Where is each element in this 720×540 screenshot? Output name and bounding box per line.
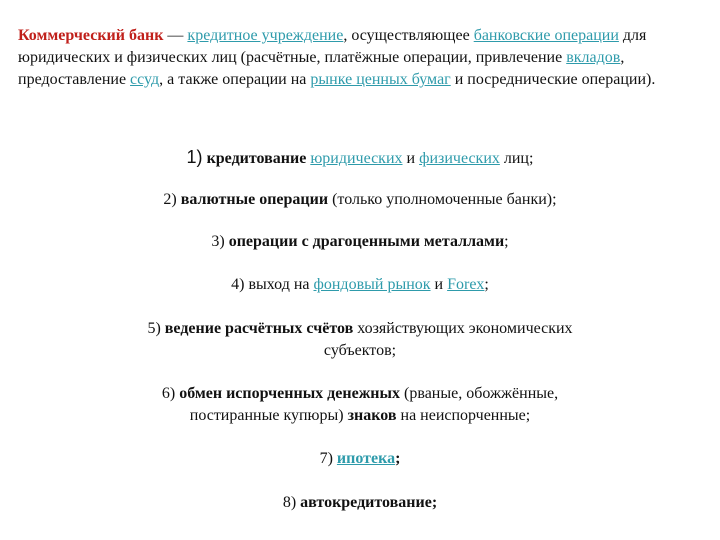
item-5-tail: хозяйствующих экономических субъектов; <box>323 320 573 359</box>
link-stock-market[interactable]: фондовый рынок <box>313 276 431 293</box>
intro-paragraph <box>18 25 706 91</box>
link-mortgage[interactable]: ипотека <box>336 450 396 467</box>
intro-text-4: , а также операции на <box>159 71 311 88</box>
list-item-4 <box>60 274 660 296</box>
link-credit-institution[interactable]: кредитное учреждение <box>187 27 344 44</box>
item-1-bold: кредитование <box>206 150 307 167</box>
item-6-bold: обмен испорченных денежных <box>179 385 401 402</box>
item-4-mid: и <box>430 276 448 293</box>
item-4-number: 4) <box>231 276 245 293</box>
link-bank-operations[interactable]: банковские операции <box>473 27 619 44</box>
item-6-bold-2: знаков <box>347 407 397 424</box>
item-6-number: 6) <box>161 385 176 402</box>
list-item-3 <box>60 231 660 253</box>
item-6-tail-2: на неиспорченные; <box>396 407 531 424</box>
item-7-number: 7) <box>319 450 333 467</box>
item-2-number: 2) <box>163 191 177 208</box>
item-3-number: 3) <box>211 233 225 250</box>
intro-text-3: , предоставление <box>18 49 625 88</box>
item-8-number: 8) <box>282 494 297 511</box>
intro-dash: — <box>163 27 188 44</box>
link-securities-market[interactable]: рынке ценных бумаг <box>310 71 451 88</box>
item-6-tail: (рваные, обожжённые, постиранные купюры) <box>189 385 559 424</box>
item-1-tail: лиц; <box>499 150 534 167</box>
list-item-1 <box>60 146 660 170</box>
link-individuals[interactable]: физических <box>419 150 500 167</box>
list-item-8 <box>60 492 660 514</box>
link-deposits[interactable]: вкладов <box>566 49 621 66</box>
list-item-2 <box>60 189 660 211</box>
intro-text-1: , осуществляющее <box>343 27 474 44</box>
item-1-mid: и <box>402 150 420 167</box>
item-8-bold: автокредитование <box>300 494 432 511</box>
item-4-text: выход на <box>244 276 314 293</box>
list-item-7 <box>60 448 660 470</box>
item-5-bold: ведение расчётных счётов <box>164 320 354 337</box>
item-8-tail: ; <box>431 494 438 511</box>
link-loans[interactable]: ссуд <box>130 71 160 88</box>
item-3-tail: ; <box>504 233 509 250</box>
link-legal-entities[interactable]: юридических <box>310 150 403 167</box>
item-3-bold: операции с драгоценными металлами <box>228 233 505 250</box>
intro-text-5: и посреднические операции). <box>450 71 656 88</box>
item-5-number: 5) <box>147 320 161 337</box>
item-2-tail: (только уполномоченные банки); <box>328 191 557 208</box>
list-item-6 <box>120 383 600 427</box>
link-forex[interactable]: Forex <box>447 276 485 293</box>
list-item-5 <box>110 318 610 362</box>
intro-text-2: для юридических и физических лиц (расчётные, платёжные операции, привлечение <box>18 27 647 66</box>
item-7-tail: ; <box>395 450 401 467</box>
item-2-bold: валютные операции <box>180 191 329 208</box>
item-4-tail: ; <box>484 276 489 293</box>
item-1-number: 1) <box>186 147 203 167</box>
term-commercial-bank: Коммерческий банк <box>18 27 164 44</box>
